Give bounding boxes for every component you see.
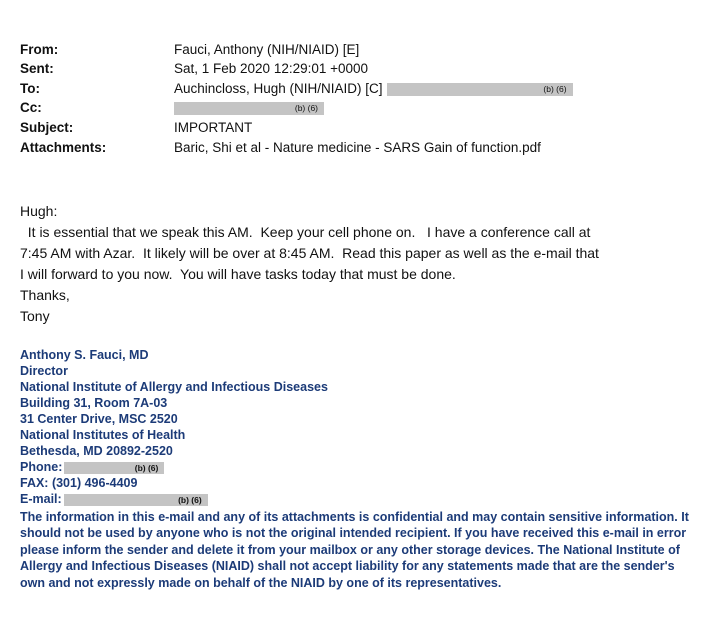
sender-name: Tony xyxy=(20,308,50,324)
cc-redaction xyxy=(174,102,324,115)
sent-value: Sat, 1 Feb 2020 12:29:01 +0000 xyxy=(174,61,369,76)
to-label: To: xyxy=(20,81,40,96)
to-value: Auchincloss, Hugh (NIH/NIAID) [C] xyxy=(174,81,383,96)
signature-org: National Institute of Allergy and Infectious Diseases xyxy=(20,380,328,394)
phone-redaction xyxy=(64,462,164,474)
signature-institute: National Institutes of Health xyxy=(20,428,186,442)
attachments-label: Attachments: xyxy=(20,140,107,155)
from-value: Fauci, Anthony (NIH/NIAID) [E] xyxy=(174,42,360,57)
to-redaction-code: (b) (6) xyxy=(543,83,567,94)
signature-street: 31 Center Drive, MSC 2520 xyxy=(20,412,178,426)
confidentiality-disclaimer: The information in this e-mail and any of its attachments is confidential and may contain sensitive information. It should not be used by anyone who is not the original intended recipient. If you have received this e-mail in error please inform the sender and delete it from your mailbox or any other storage devices. The National Institute of Allergy and Infectious Diseases (NIAID) shall not accept liability for any statements made that are the sender's own and not expressly made on behalf of the NIAID by one of its representatives. xyxy=(20,510,689,590)
subject-value: IMPORTANT xyxy=(174,120,253,135)
email-label: E-mail: xyxy=(20,492,62,506)
greeting: Hugh: xyxy=(20,203,58,219)
cc-redaction-code: (b) (6) xyxy=(294,102,318,113)
phone-label: Phone: xyxy=(20,460,63,474)
email-redaction-code: (b) (6) xyxy=(178,494,202,505)
subject-label: Subject: xyxy=(20,120,74,135)
signature-city: Bethesda, MD 20892-2520 xyxy=(20,444,173,458)
body-line: I will forward to you now. You will have tasks today that must be done. xyxy=(20,266,456,282)
signature-building: Building 31, Room 7A-03 xyxy=(20,396,168,410)
body-line: 7:45 AM with Azar. It likely will be over at 8:45 AM. Read this paper as well as the e-mail that xyxy=(20,245,599,261)
signature-title: Director xyxy=(20,364,68,378)
body-line: It is essential that we speak this AM. Keep your cell phone on. I have a conference call at xyxy=(20,224,591,240)
email-redaction xyxy=(64,494,208,506)
attachment-link[interactable]: Baric, Shi et al - Nature medicine - SARS Gain of function.pdf xyxy=(174,140,541,155)
cc-label: Cc: xyxy=(20,100,42,115)
sent-label: Sent: xyxy=(20,61,54,76)
closing: Thanks, xyxy=(20,287,70,303)
to-redaction xyxy=(387,83,573,96)
signature-fax: FAX: (301) 496-4409 xyxy=(20,476,138,490)
signature-phone xyxy=(20,460,164,474)
signature-name: Anthony S. Fauci, MD xyxy=(20,348,149,362)
phone-redaction-code: (b) (6) xyxy=(134,462,159,473)
from-label: From: xyxy=(20,42,59,57)
signature-email xyxy=(20,492,208,506)
